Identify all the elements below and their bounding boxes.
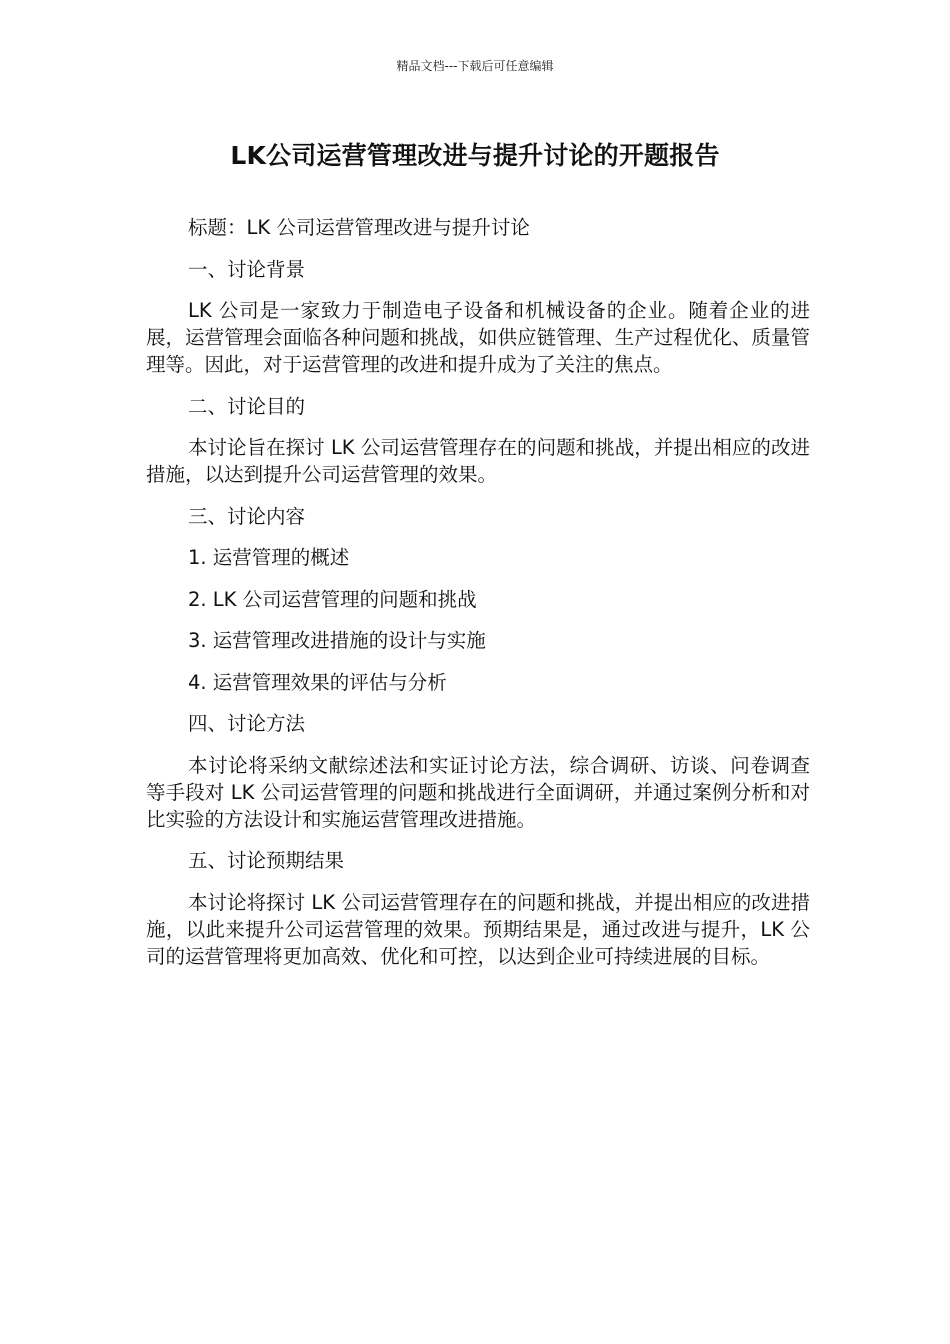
- paragraph-results: 本讨论将探讨 LK 公司运营管理存在的问题和挑战，并提出相应的改进措施，以此来提升公司运营管理的效果。预期结果是，通过改进与提升，LK 公司的运营管理将更加高效、优化和可控，以达到企业可持续进展的目标。: [146, 890, 810, 968]
- section-heading-results: 五、讨论预期结果: [188, 849, 345, 872]
- section-heading-method: 四、讨论方法: [188, 712, 306, 735]
- paragraph-background: LK 公司是一家致力于制造电子设备和机械设备的企业。随着企业的进展，运营管理会面临各种问题和挑战，如供应链管理、生产过程优化、质量管理等。因此，对于运营管理的改进和提升成为了关注的焦点。: [146, 299, 810, 376]
- header-note: 精品文档---下载后可任意编辑: [396, 59, 554, 73]
- content-item-3: 3. 运营管理改进措施的设计与实施: [188, 629, 486, 652]
- subject-line: 标题：LK 公司运营管理改进与提升讨论: [188, 216, 530, 239]
- paragraph-purpose: 本讨论旨在探讨 LK 公司运营管理存在的问题和挑战，并提出相应的改进措施，以达到提升公司运营管理的效果。: [146, 436, 810, 486]
- content-item-1: 1. 运营管理的概述: [188, 546, 350, 569]
- section-heading-background: 一、讨论背景: [188, 257, 306, 281]
- content-item-2: 2. LK 公司运营管理的问题和挑战: [188, 587, 477, 611]
- section-heading-content: 三、讨论内容: [188, 504, 306, 528]
- document-body: [146, 214, 810, 984]
- paragraph-method: 本讨论将采纳文献综述法和实证讨论方法，综合调研、访谈、问卷调查等手段对 LK 公司运营管理的问题和挑战进行全面调研，并通过案例分析和对比实验的方法设计和实施运营管理改进措施。: [146, 753, 810, 831]
- section-heading-purpose: 二、讨论目的: [188, 394, 306, 418]
- content-item-4: 4. 运营管理效果的评估与分析: [188, 670, 447, 694]
- document-title: LK公司运营管理改进与提升讨论的开题报告: [230, 141, 720, 170]
